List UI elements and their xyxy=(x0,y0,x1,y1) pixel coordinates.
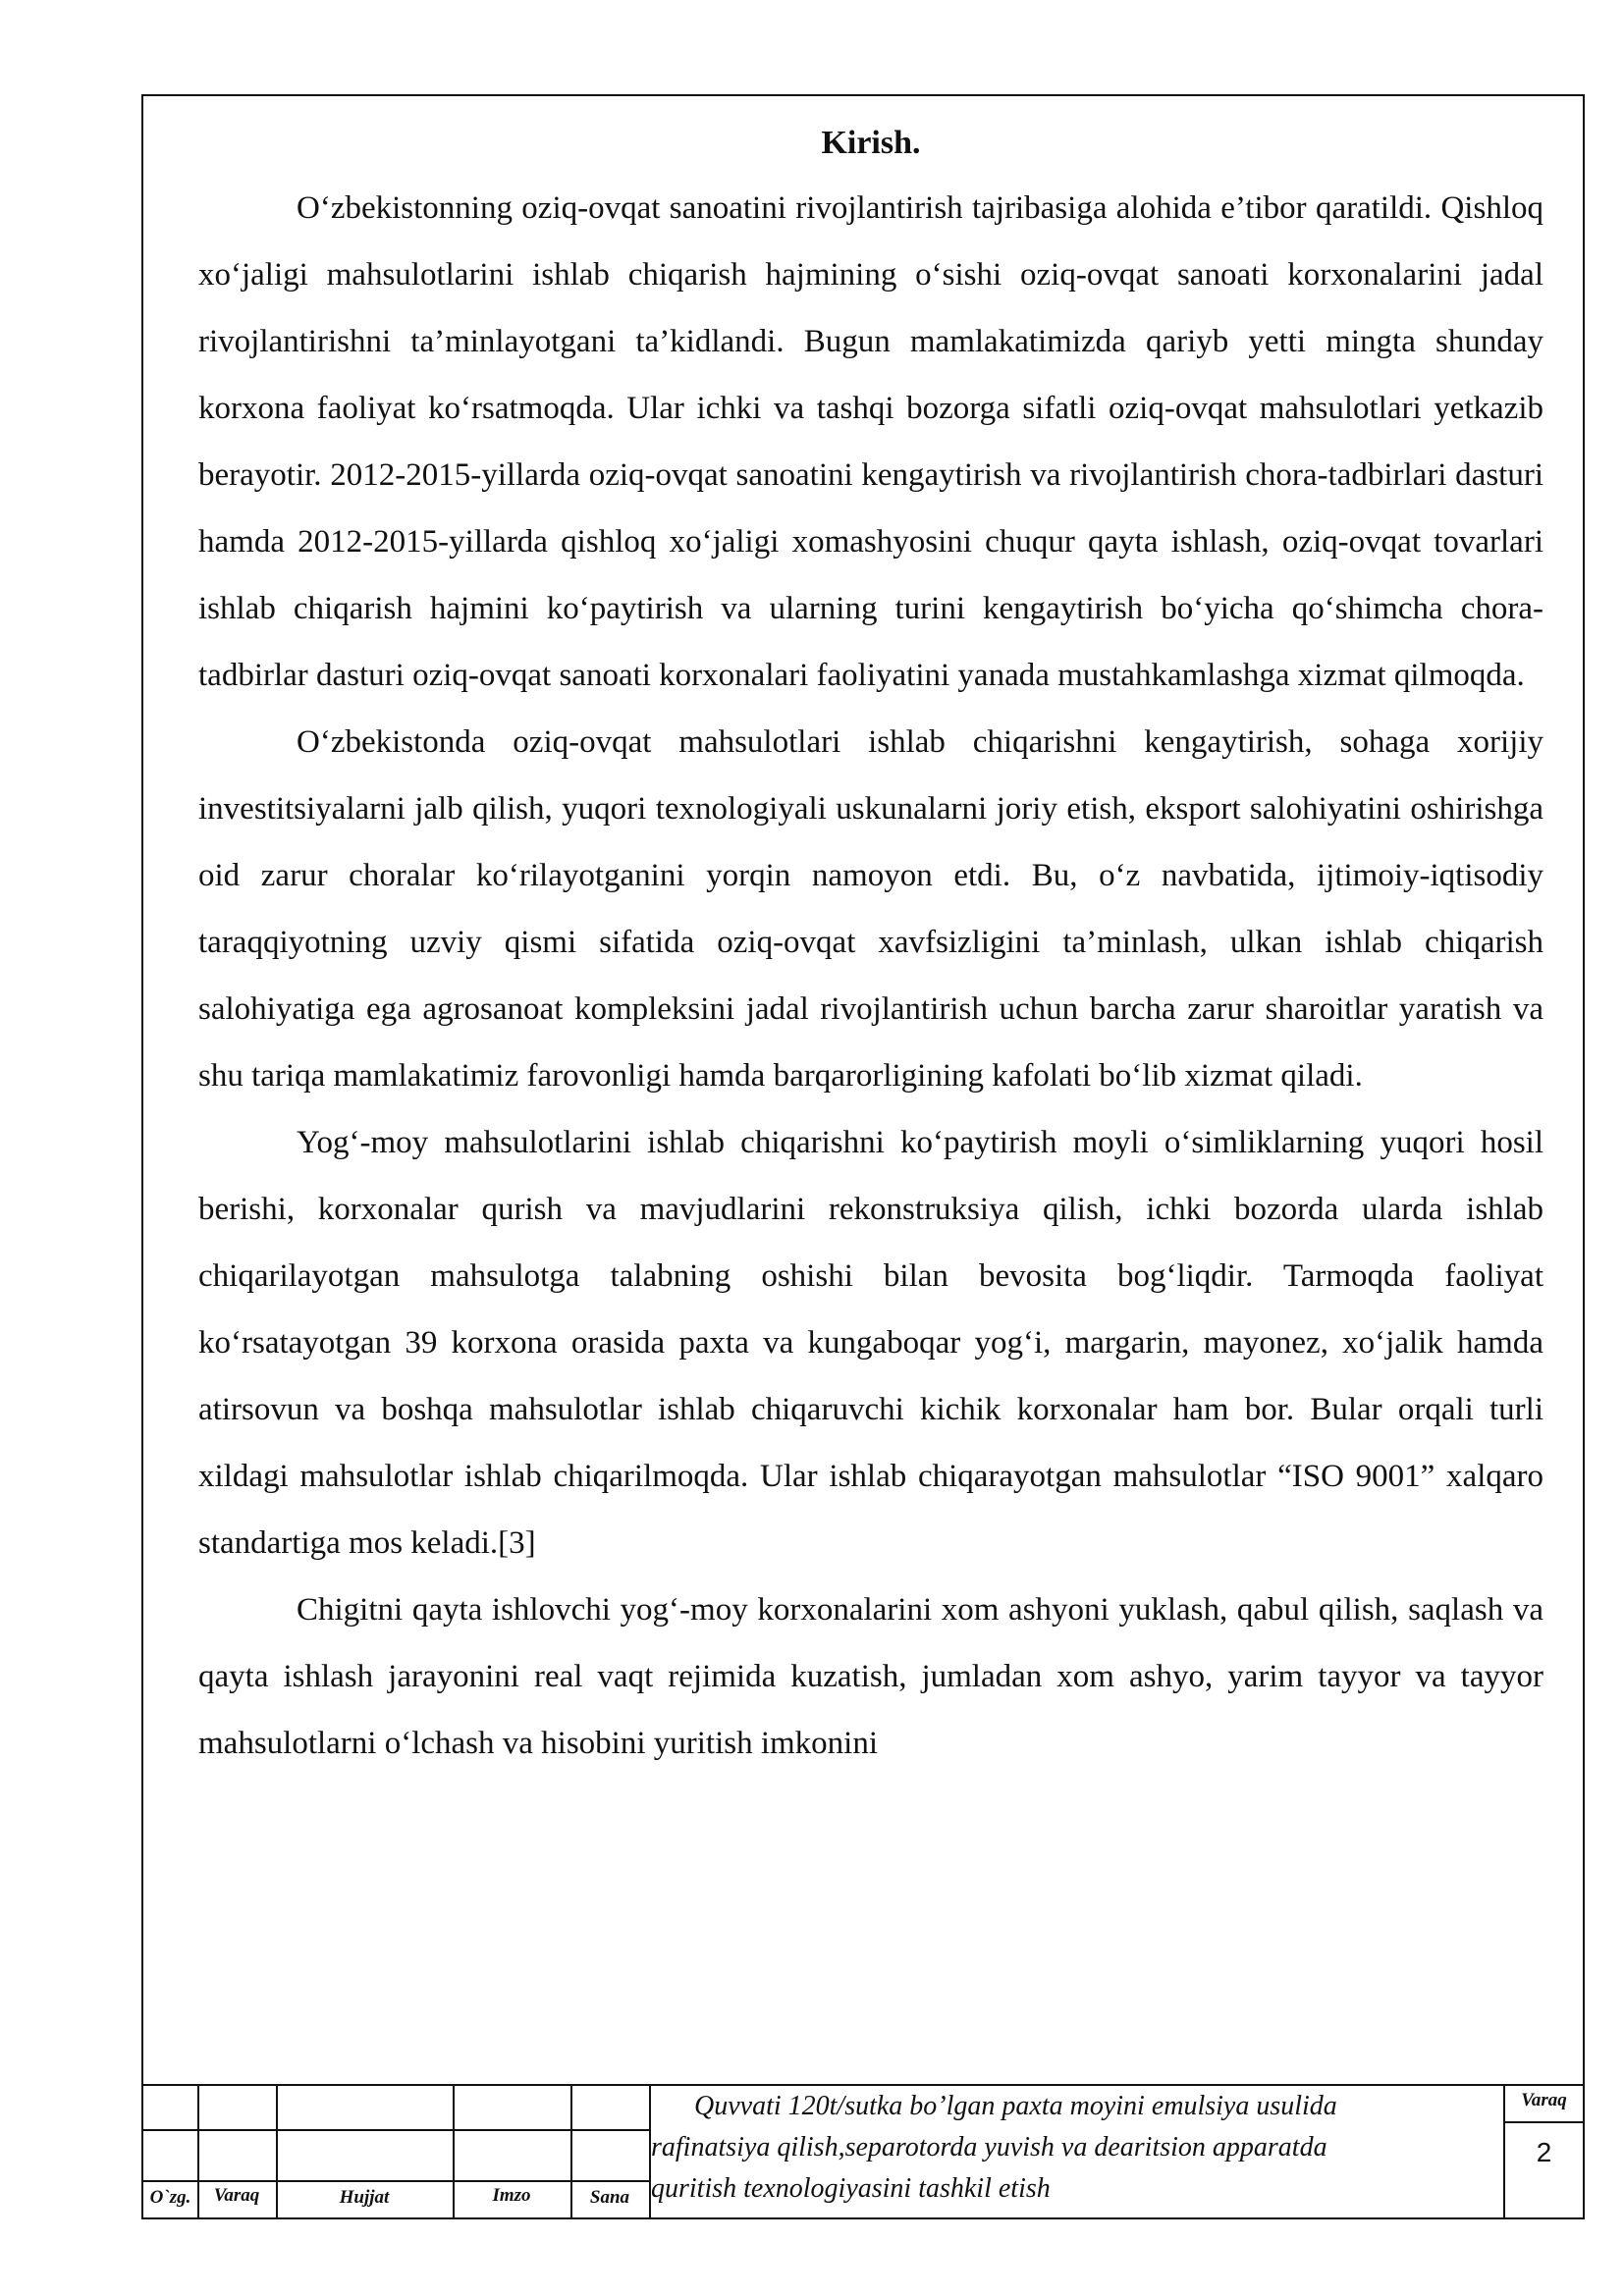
stamp-document-title xyxy=(649,2086,1503,2217)
stamp-label-varaq: Varaq xyxy=(213,2185,260,2206)
section-title: Kirish. xyxy=(821,125,921,161)
page-frame xyxy=(141,94,1585,2219)
stamp-grid-line xyxy=(1503,2121,1583,2123)
stamp-label-ozg: O`zg. xyxy=(149,2187,191,2208)
paragraph: O‘zbekistonning oziq-ovqat sanoatini rivojlantirish tajribasiga alohida e’tibor qaratildi. Qishloq xo‘jaligi mahsulotlarini ishlab chiqarish hajmining o‘sishi oziq-ovqat sanoati korxonalarini jadal rivojlantirishni ta’minlayotgani ta’kidlandi. Bugun mamlakatimizda qariyb yetti mingta shunday korxona faoliyat ko‘rsatmoqda. Ular ichki va tashqi bozorga sifatli oziq-ovqat mahsulotlari yetkazib berayotir. 2012-2015-yillarda oziq-ovqat sanoatini kengaytirish va rivojlantirish chora-tadbirlari dasturi hamda 2012-2015-yillarda qishloq xo‘jaligi xomashyosini chuqur qayta ishlash, oziq-ovqat tovarlari ishlab chiqarish hajmini ko‘paytirish va ularning turini kengaytirish bo‘yicha qo‘shimcha chora-tadbirlar dasturi oziq-ovqat sanoati korxonalari faoliyatini yanada mustahkamlashga xizmat qilmoqda. xyxy=(198,190,1543,693)
paragraph: O‘zbekistonda oziq-ovqat mahsulotlari ishlab chiqarishni kengaytirish, sohaga xorijiy investitsiyalarni jalb qilish, yuqori texnologiyali uskunalarni joriy etish, eksport salohiyatini oshirishga oid zarur choralar ko‘rilayotganini yorqin namoyon etdi. Bu, o‘z navbatida, ijtimoiy-iqtisodiy taraqqiyotning uzviy qismi sifatida oziq-ovqat xavfsizligini ta’minlash, ulkan ishlab chiqarish salohiyatiga ega agrosanoat kompleksini jadal rivojlantirish uchun barcha zarur sharoitlar yaratish va shu tariqa mamlakatimiz farovonligi hamda barqarorligining kafolati bo‘lib xizmat qiladi. xyxy=(198,724,1543,1094)
stamp-grid-line xyxy=(143,2129,649,2131)
document-body xyxy=(198,124,1543,1777)
stamp-title-line: rafinatsiya qilish,separotorda yuvish va dearitsion apparatda xyxy=(651,2132,1327,2163)
stamp-label-sana: Sana xyxy=(589,2187,630,2208)
stamp-label-imzo: Imzo xyxy=(492,2185,531,2206)
paragraph: Chigitni qayta ishlovchi yog‘-moy korxonalarini xom ashyoni yuklash, qabul qilish, saqlash va qayta ishlash jarayonini real vaqt rejimida kuzatish, jumladan xom ashyo, yarim tayyor va tayyor mahsulotlarni o‘lchash va hisobini yuritish imkonini xyxy=(198,1592,1543,1761)
title-block-stamp xyxy=(143,2084,1583,2217)
stamp-sheet-label: Varaq xyxy=(1521,2090,1567,2110)
paragraph: Yog‘-moy mahsulotlarini ishlab chiqarishni ko‘paytirish moyli o‘simliklarning yuqori hosil berishi, korxonalar qurish va mavjudlarini rekonstruksiya qilish, ichki bozorda ularda ishlab chiqarilayotgan mahsulotga talabning oshishi bilan bevosita bog‘liqdir. Tarmoqda faoliyat ko‘rsatayotgan 39 korxona orasida paxta va kungaboqar yog‘i, margarin, mayonez, xo‘jalik hamda atirsovun va boshqa mahsulotlar ishlab chiqaruvchi kichik korxonalar ham bor. Bular orqali turli xildagi mahsulotlar ishlab chiqarilmoqda. Ular ishlab chiqarayotgan mahsulotlar “ISO 9001” xalqaro standartiga mos keladi.[3] xyxy=(198,1125,1543,1561)
stamp-title-line: Quvvati 120t/sutka bo’lgan paxta moyini emulsiya usulida xyxy=(694,2091,1337,2121)
stamp-title-line: quritish texnologiyasini tashkil etish xyxy=(651,2173,1051,2204)
page-number: 2 xyxy=(1536,2137,1552,2167)
stamp-grid-line xyxy=(143,2180,649,2182)
stamp-label-hujjat: Hujjat xyxy=(339,2187,390,2208)
